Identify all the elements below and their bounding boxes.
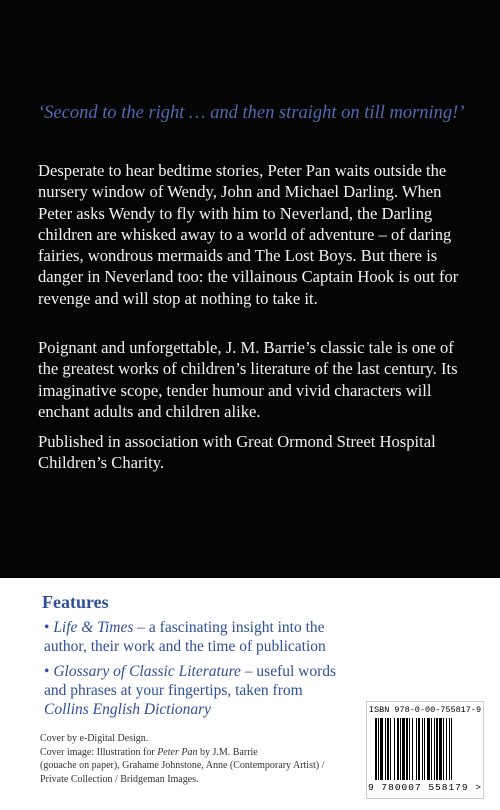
barcode-bar [449,718,450,780]
barcode-bar [431,718,432,780]
barcode-bar [422,718,423,780]
barcode-bar [385,718,386,780]
barcode-bar [418,718,420,780]
bullet: • [44,663,50,680]
barcode-bar [424,718,425,780]
bullet: • [44,619,50,636]
feature-title: Life & Times [53,619,134,636]
barcode-bar [380,718,383,780]
feature-source: Collins English Dictionary [44,701,212,718]
barcode-digits: 9 780007 558179 > [368,782,482,793]
barcode-bar [375,718,377,780]
feature-item-life-and-times [44,618,344,656]
barcode-bar [451,718,452,780]
barcode-bar [390,718,391,780]
barcode-bar [434,718,435,780]
barcode-bar [439,718,442,780]
barcode-bar [378,718,379,780]
barcode-bars [375,718,475,780]
barcode-bar [406,718,408,780]
feature-text: – useful words and phrases at your fingertips, taken from [44,663,337,699]
barcode-bar [443,718,444,780]
features-panel [0,578,500,810]
credit-text: Cover image: Illustration for [40,746,158,758]
credit-line: Cover by e-Digital Design. [40,733,149,744]
barcode-bar [436,718,438,780]
barcode-bar [412,718,413,780]
features-heading: Features [42,592,109,612]
opening-quote: ‘Second to the right … and then straight on till morning!’ [38,103,465,123]
credit-line: Private Collection / Bridgeman Images. [40,773,199,785]
barcode-bar [397,718,399,780]
barcode-bar [402,718,405,780]
blurb-paragraph-1: Desperate to hear bedtime stories, Peter Pan waits outside the nursery window of Wendy, John and Michael Darling. When Peter asks Wendy to fly with him to Neverland, the Darling children are whisked away to a world of adventure – of daring fairies, wondrous mermaids and The Lost Boys. But there is danger in Neverland too: the villainous Captain Hook is out for revenge and will stop at nothing to take it. [38,161,459,308]
blurb-paragraph-2: Poignant and unforgettable, J. M. Barrie’s classic tale is one of the greatest works of children’s literature of the last century. Its imaginative scope, tender humour and vivid characters will enchant adults and children alike. [38,338,458,421]
blurb-paragraph-3: Published in association with Great Ormond Street Hospital Children’s Charity. [38,432,436,473]
barcode-bar [416,718,417,780]
credit-text: by J.M. Barrie [197,746,258,758]
barcode-bar [409,718,410,780]
cover-credits [40,732,360,786]
credit-line: (gouache on paper), Grahame Johnstone, Anne (Contemporary Artist) / [40,760,325,771]
barcode-bar [427,718,430,780]
barcode-bar [394,718,395,780]
feature-text: – a fascinating insight into the author, their work and the time of publication [44,619,326,655]
barcode-bar [387,718,389,780]
barcode-bar [446,718,447,780]
credit-line [40,746,360,760]
isbn-barcode [366,701,484,799]
feature-title: Glossary of Classic Literature [53,663,241,680]
isbn-label: ISBN 978-0-00-755817-9 [368,705,482,715]
credit-title: Peter Pan [157,746,198,758]
barcode-bar [400,718,401,780]
feature-item-glossary [44,662,344,719]
